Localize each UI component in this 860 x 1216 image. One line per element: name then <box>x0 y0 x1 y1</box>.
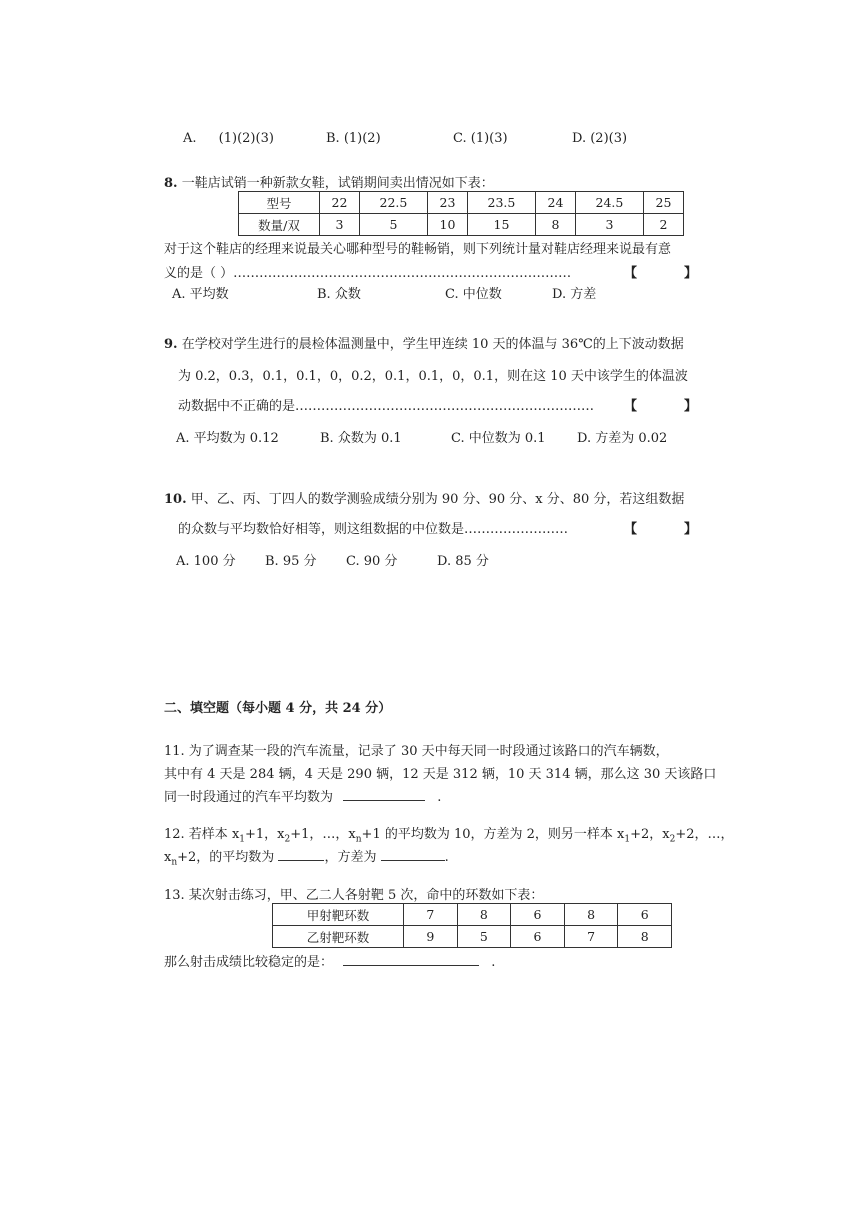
q12-text-b: +1，x <box>245 827 285 842</box>
table-cell: 23 <box>428 192 468 214</box>
table-cell: 7 <box>404 904 458 926</box>
prev-option-a-value: (1)(2)(3) <box>218 131 274 146</box>
q9-option-b: B. 众数为 0.1 <box>320 431 402 446</box>
table-cell: 型号 <box>239 192 320 214</box>
table-cell: 3 <box>320 214 360 236</box>
table-row <box>273 904 672 926</box>
q10-number: 10. <box>164 492 187 507</box>
table-cell: 8 <box>564 904 618 926</box>
q12-text-a: 12. 若样本 x <box>164 827 240 842</box>
q10-option-b: B. 95 分 <box>265 554 317 569</box>
table-cell: 22.5 <box>359 192 427 214</box>
q13-question-text: 那么射击成绩比较稳定的是： <box>164 955 334 970</box>
prev-option-b: B. (1)(2) <box>326 131 381 146</box>
q10-bracket-close: 】 <box>684 522 698 537</box>
q8-number: 8. <box>164 176 178 191</box>
q10-line2: 的众数与平均数恰好相等，则这组数据的中位数是…………………… <box>178 522 569 537</box>
q12-text-d: +1 的平均数为 10，方差为 2，则另一样本 x <box>361 827 625 842</box>
table-cell: 22 <box>320 192 360 214</box>
q8-text-line2: 义的是（ ）…………………………………………………………………… <box>164 266 572 281</box>
q11-line2: 其中有 4 天是 284 辆，4 天是 290 辆，12 天是 312 辆，10 天 314 辆，那么这 30 天该路口 <box>164 767 717 782</box>
q10-option-d: D. 85 分 <box>437 554 489 569</box>
q9-line1 <box>164 333 684 352</box>
table-cell: 数量/双 <box>239 214 320 236</box>
q9-bracket-open: 【 <box>624 399 638 414</box>
table-cell: 24 <box>536 192 576 214</box>
q13-answer-blank[interactable] <box>343 953 479 966</box>
table-cell: 5 <box>359 214 427 236</box>
table-cell: 甲射靶环数 <box>273 904 404 926</box>
q11-answer-blank[interactable] <box>343 788 425 801</box>
q13-table <box>272 903 672 948</box>
q9-bracket-close: 】 <box>684 399 698 414</box>
q8-option-c: C. 中位数 <box>445 287 502 302</box>
q12-text-g: x <box>164 850 172 865</box>
table-row <box>273 926 672 948</box>
q12-sub-b: 2 <box>284 834 291 845</box>
q10-option-c: C. 90 分 <box>346 554 398 569</box>
q11-line1: 11. 为了调查某一段的汽车流量，记录了 30 天中每天同一时段通过该路口的汽车辆数， <box>164 744 669 759</box>
q9-number: 9. <box>164 337 178 352</box>
q8-text-line1: 对于这个鞋店的经理来说最关心哪种型号的鞋畅销，则下列统计量对鞋店经理来说最有意 <box>164 242 672 257</box>
table-cell: 23.5 <box>467 192 535 214</box>
q10-line1 <box>164 488 684 507</box>
table-cell: 6 <box>511 904 565 926</box>
table-cell: 24.5 <box>575 192 643 214</box>
q12-text-e: +2，x <box>630 827 670 842</box>
q8-option-a: A. 平均数 <box>172 287 229 302</box>
q8-option-d: D. 方差 <box>552 287 597 302</box>
q12-mean-blank[interactable] <box>278 848 324 861</box>
table-cell: 10 <box>428 214 468 236</box>
table-cell: 8 <box>457 904 511 926</box>
table-cell: 15 <box>467 214 535 236</box>
table-cell: 5 <box>457 926 511 948</box>
q12-text-h: +2，的平均数为 <box>177 850 275 865</box>
q8-option-b: B. 众数 <box>317 287 361 302</box>
q12-sub-c: n <box>355 834 362 845</box>
table-cell: 8 <box>618 926 672 948</box>
q8-bracket-close: 】 <box>684 266 698 281</box>
table-cell: 6 <box>618 904 672 926</box>
q8-table <box>238 191 684 236</box>
q9-line3: 动数据中不正确的是…………………………………………………………… <box>178 399 595 414</box>
q11-line3-text: 同一时段通过的汽车平均数为 <box>164 790 334 805</box>
prev-option-a-letter: A. <box>183 131 197 146</box>
q12-line2 <box>164 846 449 868</box>
table-cell: 2 <box>644 214 684 236</box>
q11-line3 <box>164 786 441 805</box>
q12-end: . <box>444 850 449 865</box>
q12-text-c: +1，…，x <box>290 827 356 842</box>
q8-intro <box>164 172 494 191</box>
q12-sub-g: n <box>171 857 178 868</box>
q9-line2: 为 0.2，0.3，0.1，0.1，0，0.2，0.1，0.1，0，0.1，则在这 10 天中该学生的体温波 <box>178 369 688 384</box>
q10-line1-text: 甲、乙、丙、丁四人的数学测验成绩分别为 90 分、90 分、x 分、80 分，若这组数据 <box>190 492 685 507</box>
q12-text-i: ，方差为 <box>324 850 377 865</box>
section2-title: 二、填空题（每小题 4 分，共 24 分） <box>164 701 392 716</box>
q10-bracket-open: 【 <box>624 522 638 537</box>
table-cell: 6 <box>511 926 565 948</box>
q9-option-c: C. 中位数为 0.1 <box>451 431 546 446</box>
q13-question <box>164 951 495 970</box>
q9-option-a: A. 平均数为 0.12 <box>176 431 279 446</box>
table-cell: 9 <box>404 926 458 948</box>
q12-sub-e: 2 <box>669 834 676 845</box>
table-cell: 7 <box>564 926 618 948</box>
q12-sub-a: 1 <box>239 834 246 845</box>
q12-variance-blank[interactable] <box>381 848 445 861</box>
q12-sub-d: 1 <box>624 834 631 845</box>
q9-option-d: D. 方差为 0.02 <box>577 431 668 446</box>
prev-option-c: C. (1)(3) <box>453 131 508 146</box>
q9-line1-text: 在学校对学生进行的晨检体温测量中，学生甲连续 10 天的体温与 36℃的上下波动数据 <box>181 337 684 352</box>
table-row <box>239 214 684 236</box>
table-cell: 乙射靶环数 <box>273 926 404 948</box>
q13-end: . <box>491 955 496 970</box>
q8-bracket-open: 【 <box>624 266 638 281</box>
q13-intro: 13. 某次射击练习，甲、乙二人各射靶 5 次，命中的环数如下表： <box>164 888 544 903</box>
q10-option-a: A. 100 分 <box>176 554 236 569</box>
table-cell: 3 <box>575 214 643 236</box>
prev-option-a <box>183 131 274 146</box>
q8-intro-text: 一鞋店试销一种新款女鞋，试销期间卖出情况如下表： <box>181 176 494 191</box>
table-row <box>239 192 684 214</box>
table-cell: 25 <box>644 192 684 214</box>
table-cell: 8 <box>536 214 576 236</box>
q12-text-f: +2，…， <box>675 827 734 842</box>
prev-option-d: D. (2)(3) <box>572 131 628 146</box>
q12-line1 <box>164 823 734 845</box>
q11-end: . <box>437 790 442 805</box>
